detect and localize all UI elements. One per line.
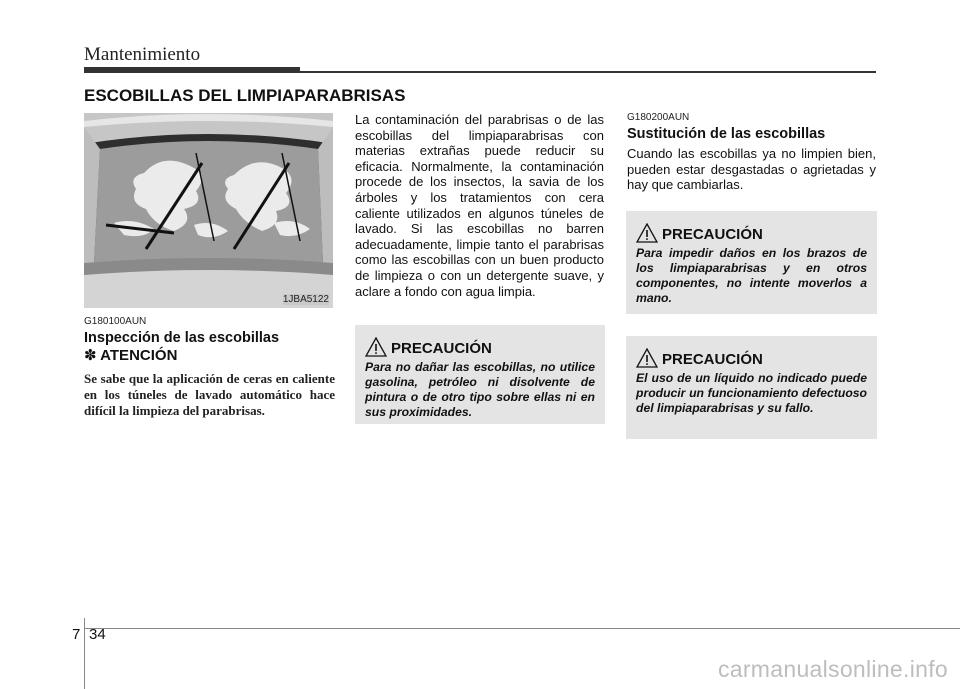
replacement-paragraph: Cuando las escobillas ya no limpien bien, pueden estar desgastadas o agrietadas y hay que cambiarlas. [627, 146, 876, 193]
header-rule-thick [84, 67, 300, 73]
header-rule-thin [300, 71, 876, 73]
caution-title: PRECAUCIÓN [662, 226, 763, 243]
replacement-heading: Sustitución de las escobillas [627, 126, 826, 142]
warning-triangle-icon [365, 337, 387, 357]
caution-title: PRECAUCIÓN [662, 351, 763, 368]
warning-triangle-icon [636, 223, 658, 243]
footer-vertical-rule [84, 618, 85, 689]
caution-text: Para no dañar las escobillas, no utilice gasolina, petróleo ni disolvente de pintura o de otro tipo sobre ellas ni en sus proximidades. [365, 360, 595, 419]
inspection-heading: Inspección de las escobillas [84, 330, 280, 346]
windshield-illustration [84, 113, 333, 308]
page-header-title: Mantenimiento [84, 44, 201, 65]
caution-box-solvents [355, 325, 605, 424]
caution-text: Para impedir daños en los brazos de los limpiaparabrisas y en otros componentes, no intente moverlos a mano. [636, 246, 867, 305]
page-number: 34 [89, 626, 106, 643]
figure-code: 1JBA5122 [282, 294, 329, 305]
caution-text: El uso de un líquido no indicado puede producir un funcionamiento defectuoso del limpiaparabrisas y su fallo. [636, 371, 867, 415]
contamination-paragraph: La contaminación del parabrisas o de las escobillas del limpiaparabrisas con materias extrañas puede reducir su eficacia. Normalmente, la contaminación procede de los insectos, la savia de los árboles y los tratamientos con cera caliente utilizados en algunos túneles de lavado. Si las escobillas no barren adecuadamente, limpie tanto el parabrisas como las escobillas con un buen producto de limpieza o con un detergente suave, y aclare a fondo con agua limpia. [355, 112, 604, 299]
warning-triangle-icon [636, 348, 658, 368]
chapter-number: 7 [72, 626, 81, 643]
section-code-replacement: G180200AUN [627, 112, 690, 123]
section-code-inspection: G180100AUN [84, 316, 147, 327]
attention-text: Se sabe que la aplicación de ceras en caliente en los túneles de lavado automático hace difícil la limpieza del parabrisas. [84, 371, 335, 418]
section-title: ESCOBILLAS DEL LIMPIAPARABRISAS [84, 86, 406, 105]
watermark: carmanualsonline.info [717, 656, 948, 682]
caution-title: PRECAUCIÓN [391, 340, 492, 357]
caution-box-arms [626, 211, 877, 314]
attention-title: ✽ ATENCIÓN [84, 347, 178, 364]
footer-rule [84, 628, 960, 629]
caution-box-fluid [626, 336, 877, 439]
